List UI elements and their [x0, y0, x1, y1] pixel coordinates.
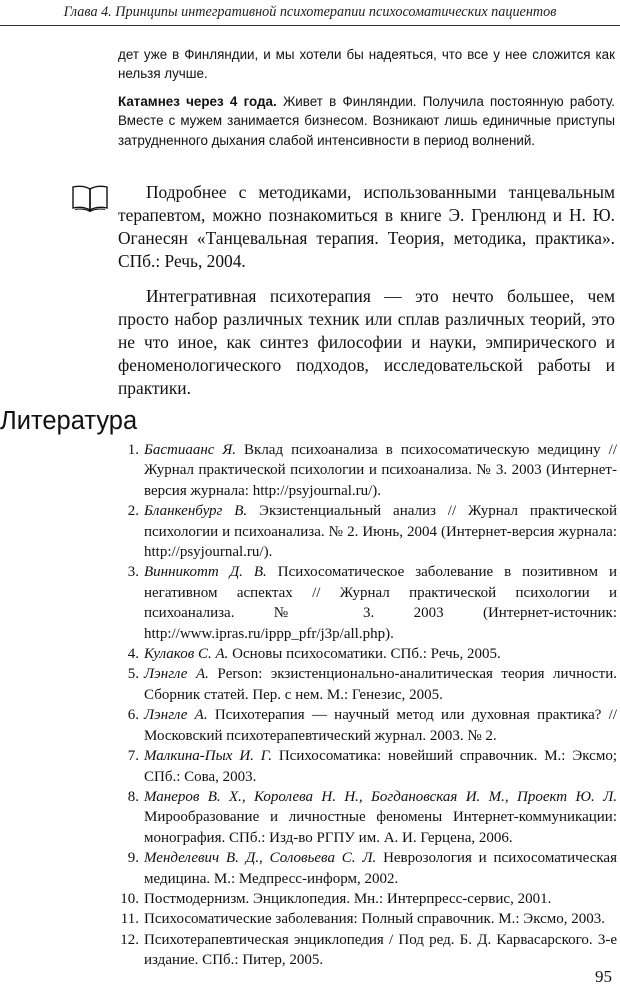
reference-item	[112, 705, 617, 746]
reference-text: Психосоматика: новейший справочник. М.: Эксмо; СПб.: Сова, 2003.	[144, 748, 617, 785]
reference-author: Малкина-Пых И. Г.	[144, 748, 272, 765]
reference-author: Кулаков С. А.	[144, 646, 229, 663]
reference-item	[112, 787, 617, 848]
reference-text: Вклад психоанализа в психосоматическую медицину // Журнал практической психологии и психоанализа. № 3. 2003 (Интернет-версия журнала: http://psyjournal.ru/).	[144, 442, 617, 499]
reference-text: Психосоматические заболевания: Полный справочник. М.: Эксмо, 2003.	[144, 911, 606, 928]
reference-text: Психосоматическое заболевание в позитивном и негативном аспектах // Журнал практической психологии и психоанализа. № 3. 2003 (Интернет-источник: http://www.ipras.ru/ippp_pfr/j3p/all.php).	[144, 564, 617, 642]
conclusion-paragraph: Интегративная психотерапия — это нечто большее, чем просто набор различных техник или сплав различных теорий, это не что иное, как синтез философии и науки, эмпирического и феноменологического подходов, исследовательской работы и практики.	[118, 286, 615, 399]
reference-item	[112, 644, 617, 664]
reference-item	[112, 930, 617, 971]
reference-text: Person: экзистенционально-аналитическая теория личности. Сборник статей. Пер. с нем. М.: Генезис, 2005.	[144, 666, 617, 703]
reference-item	[112, 909, 617, 929]
reference-text: Постмодернизм. Энциклопедия. Мн.: Интерпресс-сервис, 2001.	[144, 890, 552, 907]
catamnesis-paragraph	[118, 92, 615, 150]
reference-item	[112, 501, 617, 562]
reference-text: Экзистенциальный анализ // Журнал практической психологии и психоанализа. № 2. Июнь, 2004 (Интернет-версия журнала: http://psyjournal.ru/).	[144, 503, 618, 561]
note-paragraph: Подробнее с методиками, использованными танцевальным терапевтом, можно познакомиться в книге Э. Гренлюнд и Н. Ю. Оганесян «Танцевальная терапия. Теория, методика, практика». СПб.: Речь, 2004.	[118, 182, 615, 272]
reference-author: Винникотт Д. В.	[144, 564, 267, 581]
reference-author: Менделевич В. Д., Соловьева С. Л.	[144, 850, 377, 867]
reference-item	[112, 562, 617, 644]
reference-item	[112, 664, 617, 705]
catamnesis-text: Живет в Финляндии. Получила постоянную работу. Вместе с мужем занимается бизнесом. Возникают лишь единичные приступы затрудненного дыхания слабой интенсивности в период волнений.	[118, 94, 615, 148]
reference-author: Бланкенбург В.	[144, 503, 248, 520]
reference-author: Лэнгле А.	[144, 666, 209, 683]
running-header: Глава 4. Принципы интегративной психотерапии психосоматических пациентов	[63, 4, 557, 20]
case-continuation-paragraph: дет уже в Финляндии, и мы хотели бы надеяться, что все у нее сложится как нельзя лучше.	[118, 47, 615, 82]
reference-number: 3.	[127, 564, 139, 581]
reference-text: Психотерапия — научный метод или духовная практика? // Московский психотерапевтический журнал. 2003. № 2.	[144, 707, 617, 744]
catamnesis-label: Катамнез через 4 года.	[118, 94, 277, 109]
reference-number: 11.	[120, 911, 139, 928]
literature-heading: Литература	[0, 407, 138, 435]
reference-number: 6.	[127, 707, 139, 724]
reference-list	[112, 440, 617, 971]
reference-number: 10.	[120, 890, 139, 907]
header-rule	[0, 25, 620, 26]
reference-text: Основы психосоматики. СПб.: Речь, 2005.	[228, 646, 501, 663]
reference-text: Неврозология и психосоматическая медицина. М.: Медпресс-информ, 2002.	[144, 850, 617, 887]
reference-number: 7.	[127, 748, 139, 765]
open-book-icon	[71, 184, 109, 212]
reference-text: Психотерапевтическая энциклопедия / Под ред. Б. Д. Карвасарского. 3-е издание. СПб.: Питер, 2005.	[144, 931, 617, 969]
reference-author: Манеров В. Х., Королева Н. Н., Богдановская И. М., Проект Ю. Л.	[144, 788, 617, 805]
reference-number: 1.	[127, 442, 139, 458]
reference-author: Лэнгле А.	[144, 707, 208, 724]
reference-number: 12.	[120, 931, 139, 948]
reference-number: 2.	[127, 503, 139, 520]
reference-author: Бастиаанс Я.	[144, 442, 237, 458]
reference-item	[112, 746, 617, 787]
reference-number: 4.	[127, 646, 139, 663]
reference-number: 8.	[127, 788, 139, 805]
reference-number: 9.	[127, 850, 139, 867]
reference-number: 5.	[127, 666, 139, 683]
reference-item	[112, 848, 617, 889]
reference-item	[112, 889, 617, 909]
reference-text: Мирообразование и личностные феномены Интернет-коммуникации: монография. СПб.: Изд-во РГПУ им. А. И. Герцена, 2006.	[144, 809, 617, 846]
reference-item	[112, 440, 617, 501]
page-number: 95	[595, 967, 612, 986]
